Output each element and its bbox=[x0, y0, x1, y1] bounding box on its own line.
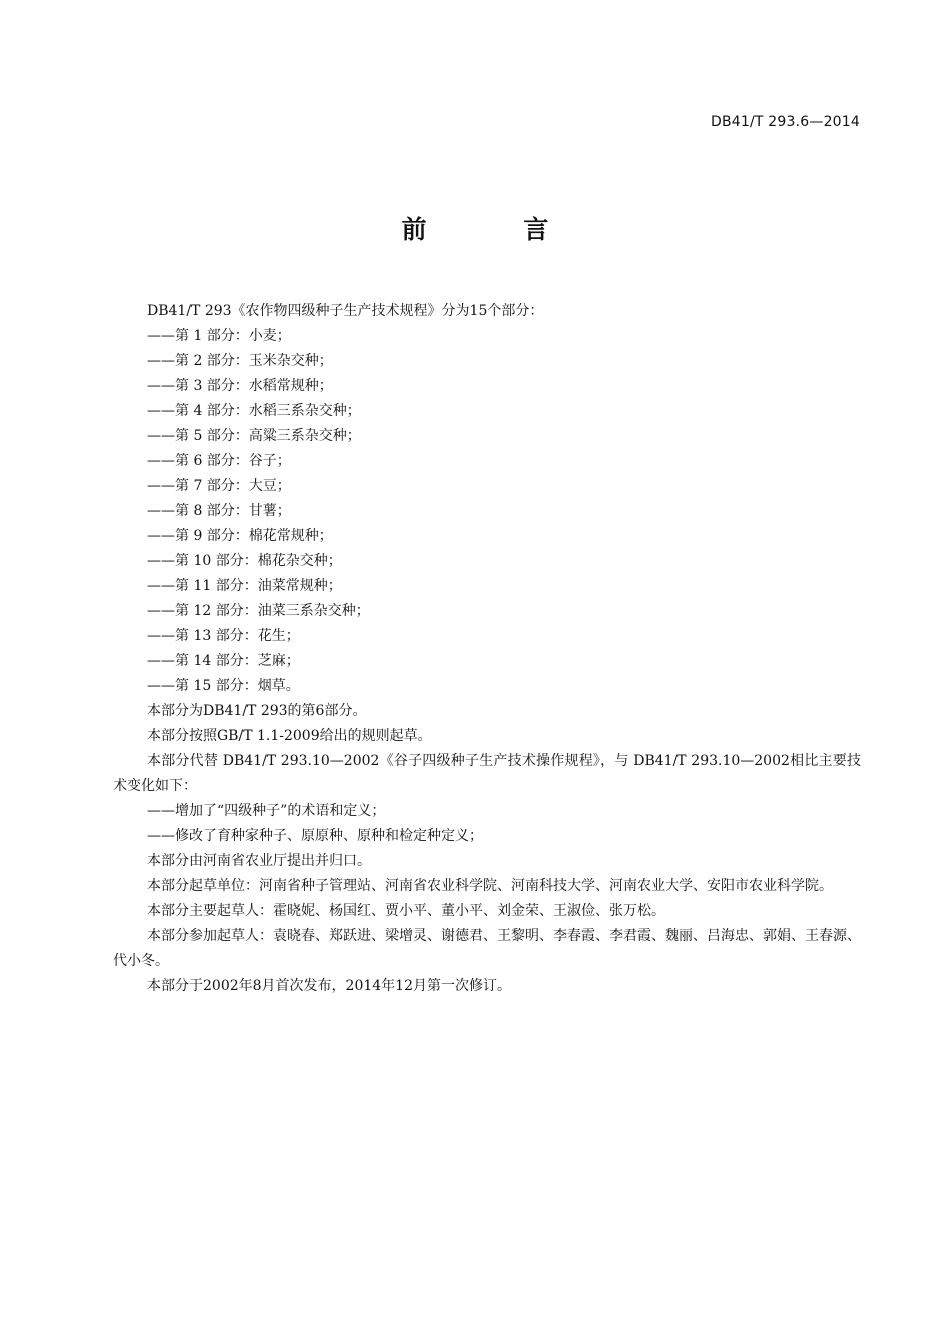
change-item: ——增加了“四级种子”的术语和定义； bbox=[147, 803, 386, 819]
release-history-paragraph: 本部分于2002年8月首次发布，2014年12月第一次修订。 bbox=[147, 978, 511, 994]
part-list-item: ——第 3 部分：水稻常规种； bbox=[147, 378, 333, 394]
part-list-item: ——第 12 部分：油菜三系杂交种； bbox=[147, 603, 370, 619]
drafting-rule-paragraph: 本部分按照GB/T 1.1-2009给出的规则起草。 bbox=[147, 728, 432, 744]
participating-drafters-paragraph: 本部分参加起草人：袁晓春、郑跃进、梁增灵、谢德君、王黎明、李春霞、李君霞、魏丽、吕海忠、郭娟、王春源、代小冬。 bbox=[113, 928, 861, 969]
part-list-item: ——第 1 部分：小麦； bbox=[147, 328, 291, 344]
part-list-item: ——第 14 部分：芝麻； bbox=[147, 653, 300, 669]
main-drafters-paragraph: 本部分主要起草人：霍晓妮、杨国红、贾小平、董小平、刘金荣、王淑俭、张万松。 bbox=[147, 903, 665, 919]
part-list-item: ——第 9 部分：棉花常规种； bbox=[147, 528, 333, 544]
this-part-paragraph: 本部分为DB41/T 293的第6部分。 bbox=[147, 703, 367, 719]
part-list-item: ——第 8 部分：甘薯； bbox=[147, 503, 291, 519]
part-list-item: ——第 2 部分：玉米杂交种； bbox=[147, 353, 333, 369]
part-list-item: ——第 11 部分：油菜常规种； bbox=[147, 578, 342, 594]
replaces-paragraph: 本部分代替 DB41/T 293.10—2002《谷子四级种子生产技术操作规程》，与 DB41/T 293.10—2002相比主要技术变化如下： bbox=[113, 753, 861, 794]
foreword-body bbox=[113, 299, 861, 999]
part-list-item: ——第 5 部分：高粱三系杂交种； bbox=[147, 428, 361, 444]
change-item: ——修改了育种家种子、原原种、原种和检定种定义； bbox=[147, 828, 483, 844]
proposed-by-paragraph: 本部分由河南省农业厅提出并归口。 bbox=[147, 853, 371, 869]
part-list-item: ——第 15 部分：烟草。 bbox=[147, 678, 300, 694]
part-list-item: ——第 6 部分：谷子； bbox=[147, 453, 291, 469]
intro-paragraph: DB41/T 293《农作物四级种子生产技术规程》分为15个部分： bbox=[147, 303, 544, 319]
page-title: 前 言 bbox=[401, 215, 593, 244]
part-list-item: ——第 10 部分：棉花杂交种； bbox=[147, 553, 342, 569]
drafting-units-paragraph: 本部分起草单位：河南省种子管理站、河南省农业科学院、河南科技大学、河南农业大学、安阳市农业科学院。 bbox=[147, 878, 833, 894]
standard-code: DB41/T 293.6—2014 bbox=[710, 114, 860, 130]
part-list-item: ——第 7 部分：大豆； bbox=[147, 478, 291, 494]
part-list-item: ——第 13 部分：花生； bbox=[147, 628, 300, 644]
parts-list bbox=[113, 324, 861, 699]
part-list-item: ——第 4 部分：水稻三系杂交种； bbox=[147, 403, 361, 419]
